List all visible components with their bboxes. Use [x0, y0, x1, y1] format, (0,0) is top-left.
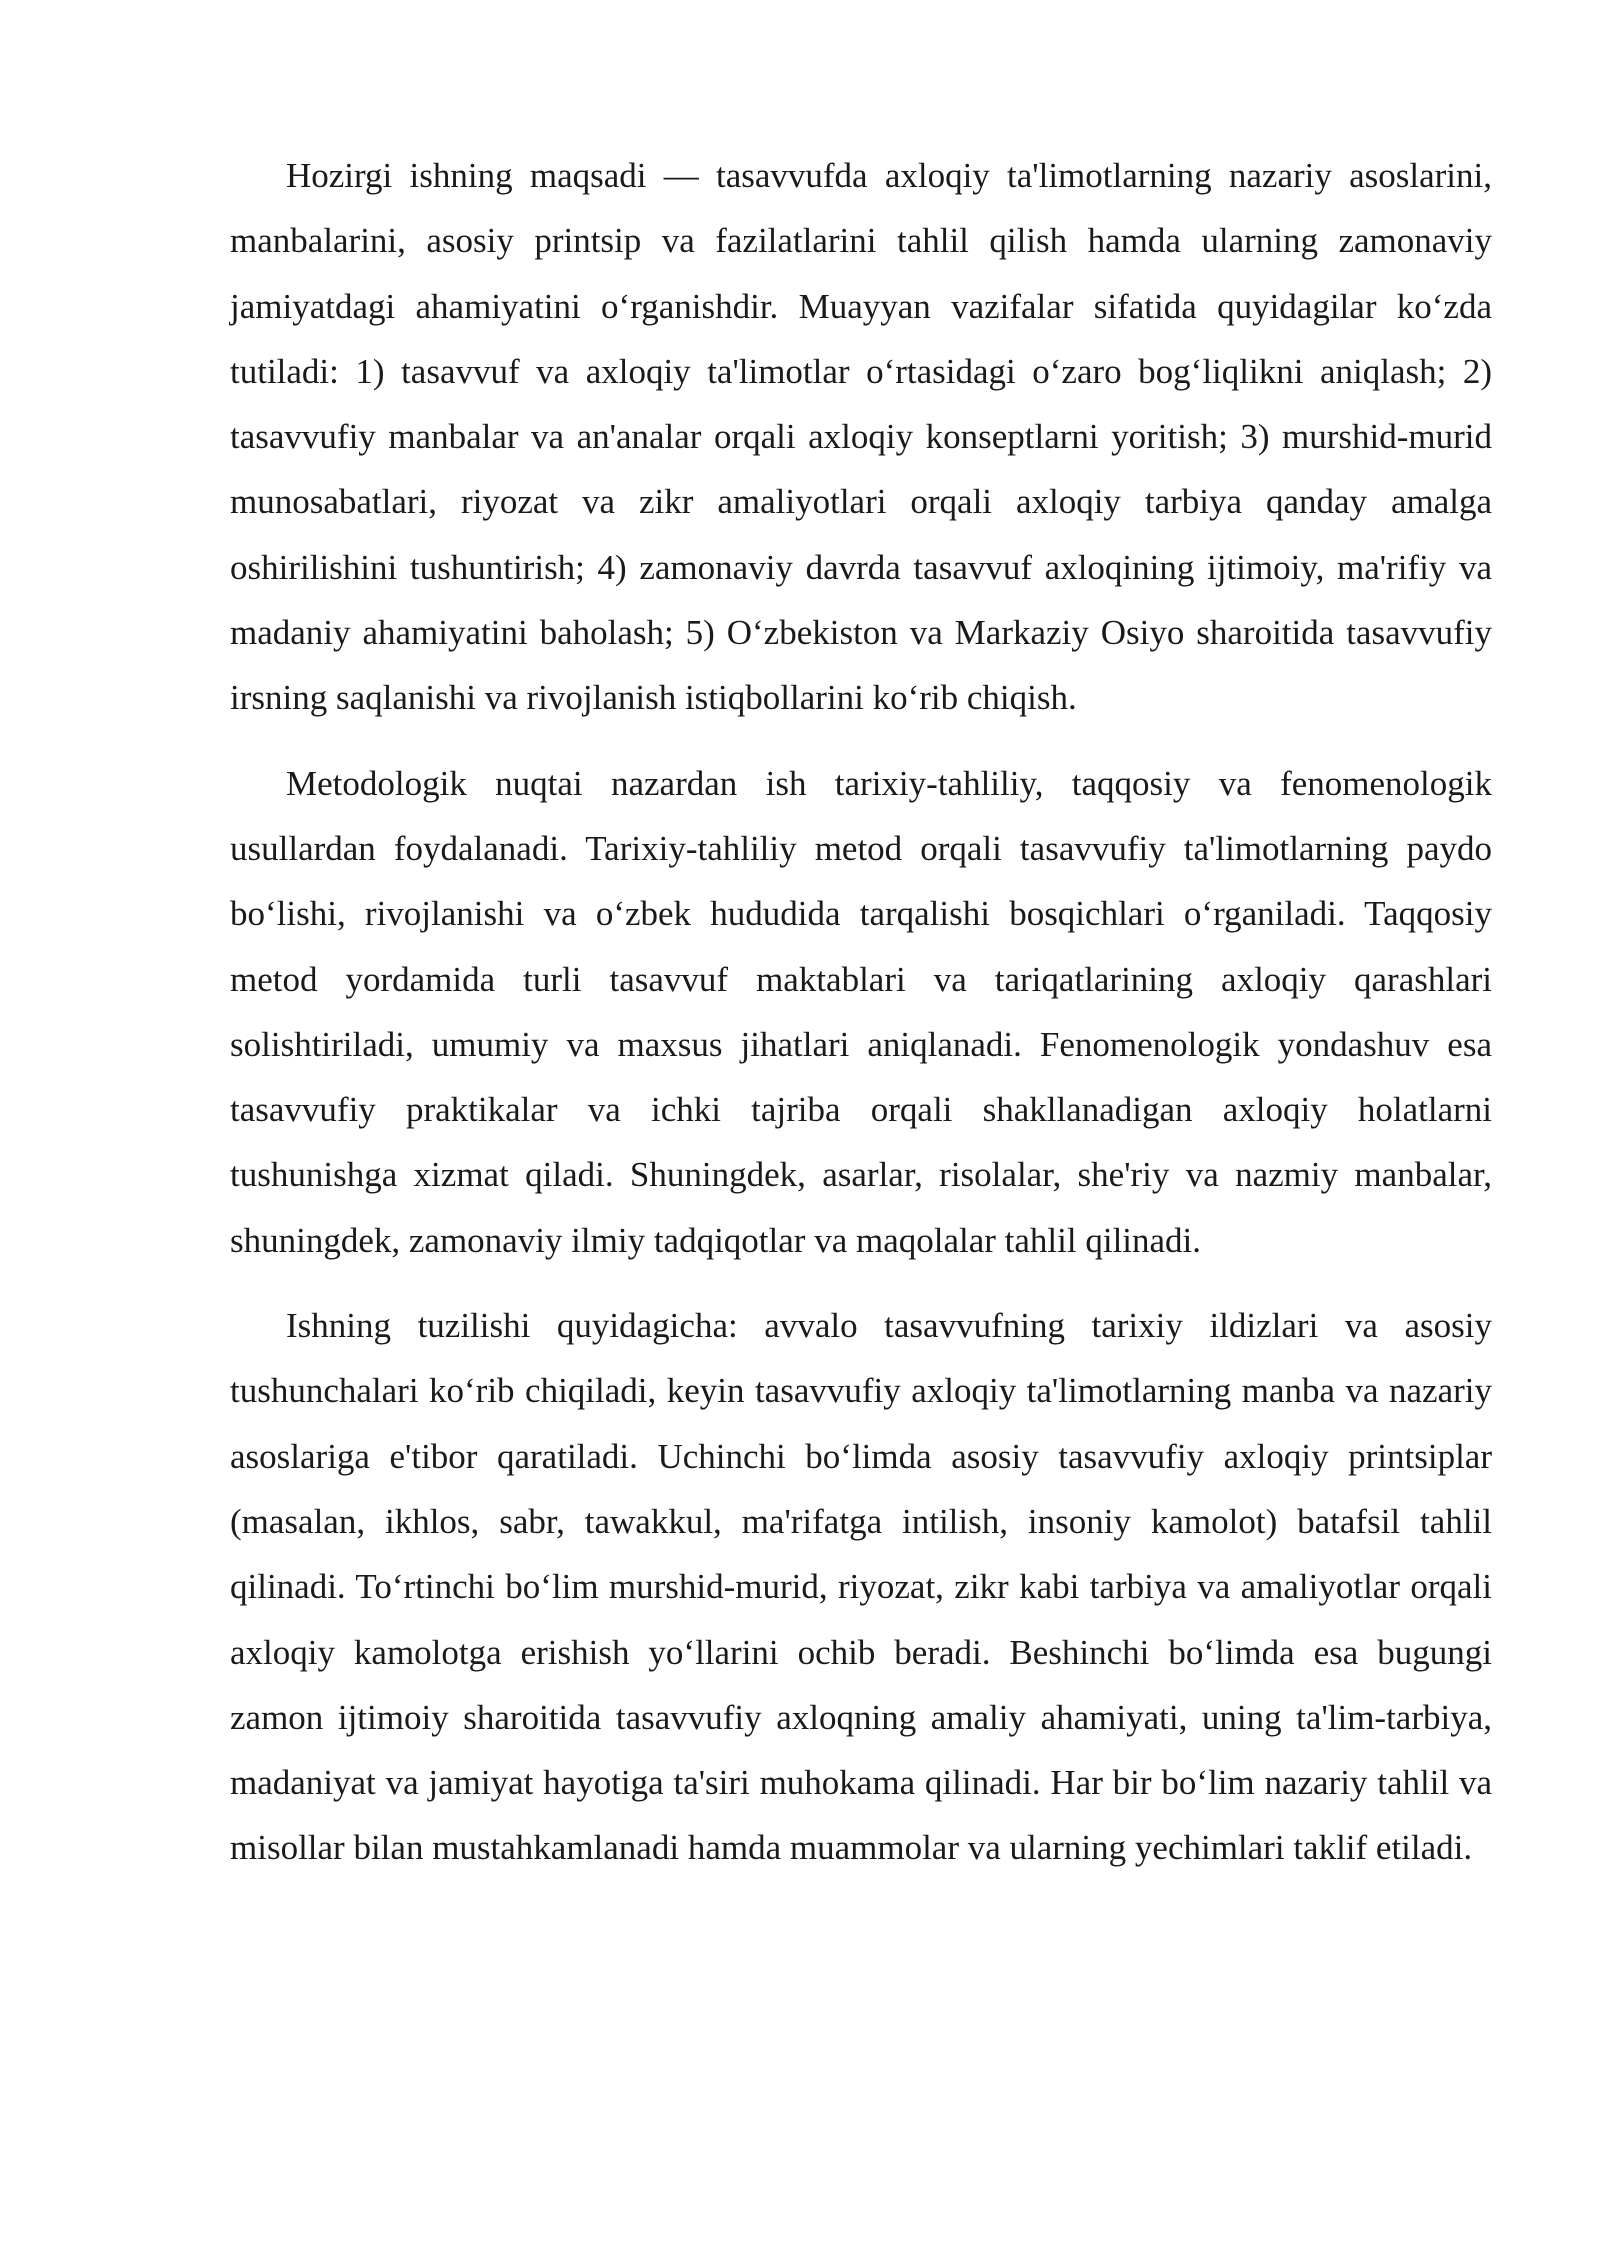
paragraph-methodology: Metodologik nuqtai nazardan ish tarixiy-tahliliy, taqqosiy va fenomenologik usullardan foydalanadi. Tarixiy-tahliliy metod orqali tasavvufiy ta'limotlarning paydo bo‘lishi, rivojlanishi va o‘zbek hududida tarqalishi bosqichlari o‘rganiladi. Taqqosiy metod yordamida turli tasavvuf maktablari va tariqatlarining axloqiy qarashlari solishtiriladi, umumiy va maxsus jihatlari aniqlanadi. Fenomenologik yondashuv esa tasavvufiy praktikalar va ichki tajriba orqali shakllanadigan axloqiy holatlarni tushunishga xizmat qiladi. Shuningdek, asarlar, risolalar, she'riy va nazmiy manbalar, shuningdek, zamonaviy ilmiy tadqiqotlar va maqolalar tahlil qilinadi.	[230, 763, 1492, 1260]
paragraph-structure: Ishning tuzilishi quyidagicha: avvalo tasavvufning tarixiy ildizlari va asosiy tushunchalari ko‘rib chiqiladi, keyin tasavvufiy axloqiy ta'limotlarning manba va nazariy asoslariga e'tibor qaratiladi. Uchinchi bo‘limda asosiy tasavvufiy axloqiy printsiplar (masalan, ikhlos, sabr, tawakkul, ma'rifatga intilish, insoniy kamolot) batafsil tahlil qilinadi. To‘rtinchi bo‘lim murshid-murid, riyozat, zikr kabi tarbiya va amaliyotlar orqali axloqiy kamolotga erishish yo‘llarini ochib beradi. Beshinchi bo‘limda esa bugungi zamon ijtimoiy sharoitida tasavvufiy axloqning amaliy ahamiyati, uning ta'lim-tarbiya, madaniyat va jamiyat hayotiga ta'siri muhokama qilinadi. Har bir bo‘lim nazariy tahlil va misollar bilan mustahkamlanadi hamda muammolar va ularning yechimlari taklif etiladi.	[230, 1306, 1492, 1868]
document-body	[230, 143, 1492, 1881]
paragraph-purpose: Hozirgi ishning maqsadi — tasavvufda axloqiy ta'limotlarning nazariy asoslarini, manbalarini, asosiy printsip va fazilatlarini tahlil qilish hamda ularning zamonaviy jamiyatdagi ahamiyatini o‘rganishdir. Muayyan vazifalar sifatida quyidagilar ko‘zda tutiladi: 1) tasavvuf va axloqiy ta'limotlar o‘rtasidagi o‘zaro bog‘liqlikni aniqlash; 2) tasavvufiy manbalar va an'analar orqali axloqiy konseptlarni yoritish; 3) murshid-murid munosabatlari, riyozat va zikr amaliyotlari orqali axloqiy tarbiya qanday amalga oshirilishini tushuntirish; 4) zamonaviy davrda tasavvuf axloqining ijtimoiy, ma'rifiy va madaniy ahamiyatini baholash; 5) O‘zbekiston va Markaziy Osiyo sharoitida tasavvufiy irsning saqlanishi va rivojlanish istiqbollarini ko‘rib chiqish.	[230, 156, 1492, 718]
